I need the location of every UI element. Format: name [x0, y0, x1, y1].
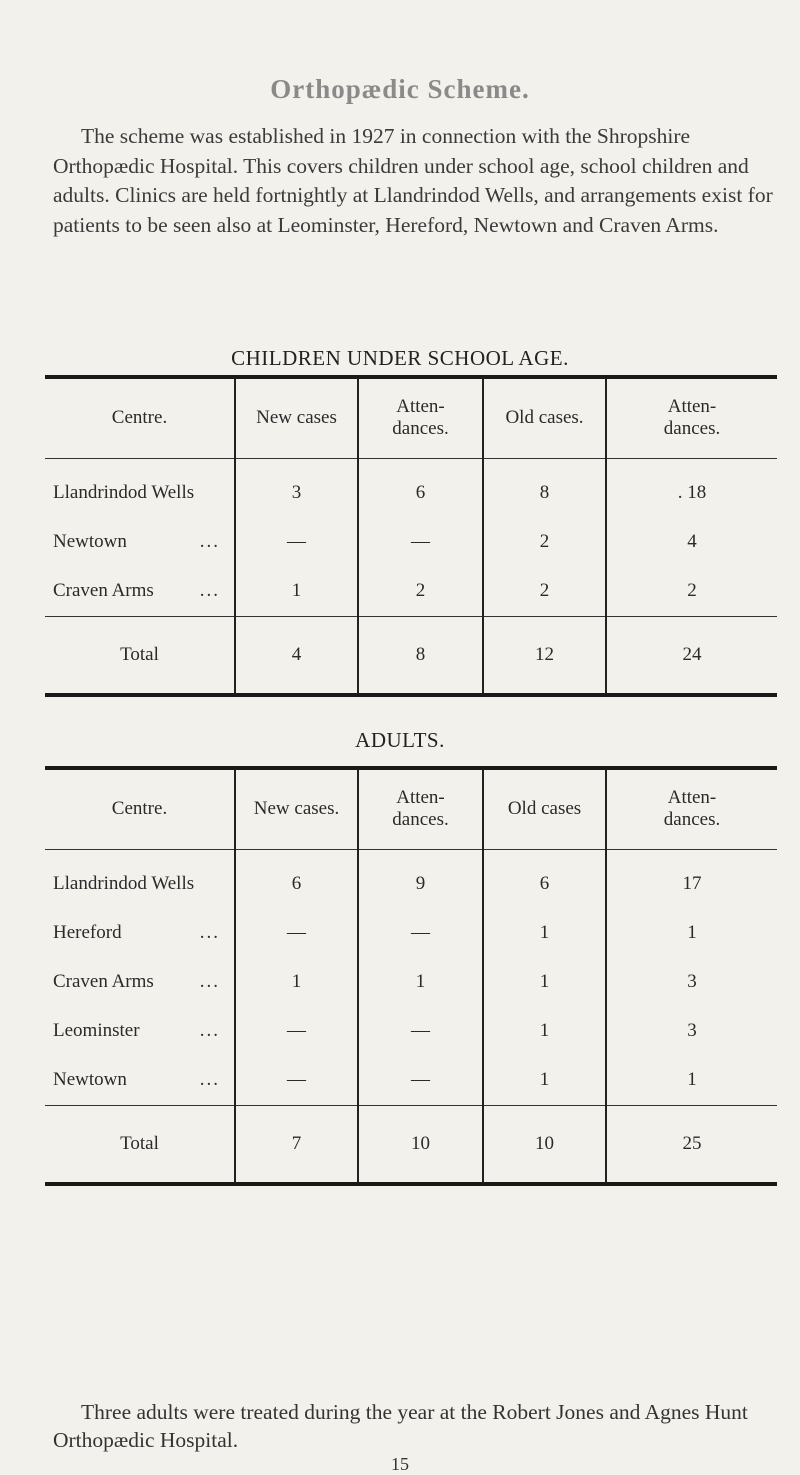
col-header-new-cases: New cases [235, 377, 358, 458]
col-header-attendances-old: Atten- dances. [606, 377, 777, 458]
old-attendances-value: 2 [606, 567, 777, 617]
col-header-attendances-new: Atten- dances. [358, 377, 483, 458]
centre-name: Newtown ... [53, 531, 220, 552]
col-header-attendances-new: Atten- dances. [358, 768, 483, 849]
centre-name: Newtown ... [53, 1069, 220, 1090]
col-header-attendances-old: Atten- dances. [606, 768, 777, 849]
col-header-old-cases: Old cases. [483, 377, 606, 458]
new-attendances-value: 1 [358, 958, 483, 1007]
table-row [45, 1056, 777, 1106]
total-new-attendances: 8 [358, 616, 483, 695]
new-cases-value: 3 [235, 458, 358, 518]
new-attendances-value: — [358, 909, 483, 958]
total-new-cases: 7 [235, 1105, 358, 1184]
total-old-attendances: 25 [606, 1105, 777, 1184]
children-table [45, 375, 777, 697]
table-row [45, 849, 777, 909]
old-attendances-value: . 18 [606, 458, 777, 518]
intro-paragraph [53, 122, 773, 240]
new-attendances-value: 9 [358, 849, 483, 909]
new-attendances-value: — [358, 518, 483, 567]
col-header-centre: Centre. [111, 407, 168, 429]
new-attendances-value: — [358, 1056, 483, 1106]
page-number: 15 [391, 1454, 409, 1474]
total-row [45, 616, 777, 695]
new-cases-value: — [235, 909, 358, 958]
new-cases-value: — [235, 1007, 358, 1056]
col-header-old-cases: Old cases [483, 768, 606, 849]
table-row [45, 458, 777, 518]
total-old-attendances: 24 [606, 616, 777, 695]
new-cases-value: 6 [235, 849, 358, 909]
new-cases-value: 1 [235, 958, 358, 1007]
old-attendances-value: 1 [606, 909, 777, 958]
old-cases-value: 1 [483, 958, 606, 1007]
table-row [45, 958, 777, 1007]
footer-paragraph [53, 1398, 778, 1454]
adults-section-title: ADULTS. [355, 728, 445, 752]
col-header-new-cases: New cases. [235, 768, 358, 849]
old-attendances-value: 3 [606, 1007, 777, 1056]
old-cases-value: 8 [483, 458, 606, 518]
new-attendances-value: — [358, 1007, 483, 1056]
table-row [45, 518, 777, 567]
old-cases-value: 6 [483, 849, 606, 909]
old-attendances-value: 17 [606, 849, 777, 909]
centre-name: Llandrindod Wells [53, 482, 195, 503]
new-attendances-value: 6 [358, 458, 483, 518]
new-attendances-value: 2 [358, 567, 483, 617]
adults-header-row [45, 768, 777, 849]
table-row [45, 909, 777, 958]
new-cases-value: 1 [235, 567, 358, 617]
table-row [45, 567, 777, 617]
total-label: Total [120, 643, 159, 665]
intro-text: The scheme was established in 1927 in connection with the Shropshire Orthopædic Hospital. This covers children under school age, school children and adults. Clinics are held fortnightly at Llandrindod Wells, and arrangements exist for patients to be seen also at Leominster, Hereford, Newtown and Craven Arms. [53, 124, 773, 237]
old-attendances-value: 1 [606, 1056, 777, 1106]
table-row [45, 1007, 777, 1056]
children-header-row [45, 377, 777, 458]
old-attendances-value: 4 [606, 518, 777, 567]
total-row [45, 1105, 777, 1184]
footer-text: Three adults were treated during the year at the Robert Jones and Agnes Hunt Orthopædic Hospital. [53, 1400, 748, 1452]
total-old-cases: 10 [483, 1105, 606, 1184]
col-header-centre: Centre. [111, 798, 168, 820]
total-new-attendances: 10 [358, 1105, 483, 1184]
total-label: Total [120, 1132, 159, 1154]
old-cases-value: 1 [483, 909, 606, 958]
children-section-title: CHILDREN UNDER SCHOOL AGE. [231, 346, 569, 370]
adults-table [45, 766, 777, 1186]
old-cases-value: 1 [483, 1007, 606, 1056]
new-cases-value: — [235, 1056, 358, 1106]
centre-name: Llandrindod Wells [53, 873, 195, 894]
centre-name: Craven Arms ... [53, 971, 220, 992]
total-old-cases: 12 [483, 616, 606, 695]
centre-name: Leominster ... [53, 1020, 220, 1041]
old-cases-value: 1 [483, 1056, 606, 1106]
old-attendances-value: 3 [606, 958, 777, 1007]
total-new-cases: 4 [235, 616, 358, 695]
page-heading: Orthopædic Scheme. [270, 74, 530, 104]
old-cases-value: 2 [483, 567, 606, 617]
old-cases-value: 2 [483, 518, 606, 567]
new-cases-value: — [235, 518, 358, 567]
centre-name: Craven Arms ... [53, 580, 220, 601]
centre-name: Hereford ... [53, 922, 220, 943]
